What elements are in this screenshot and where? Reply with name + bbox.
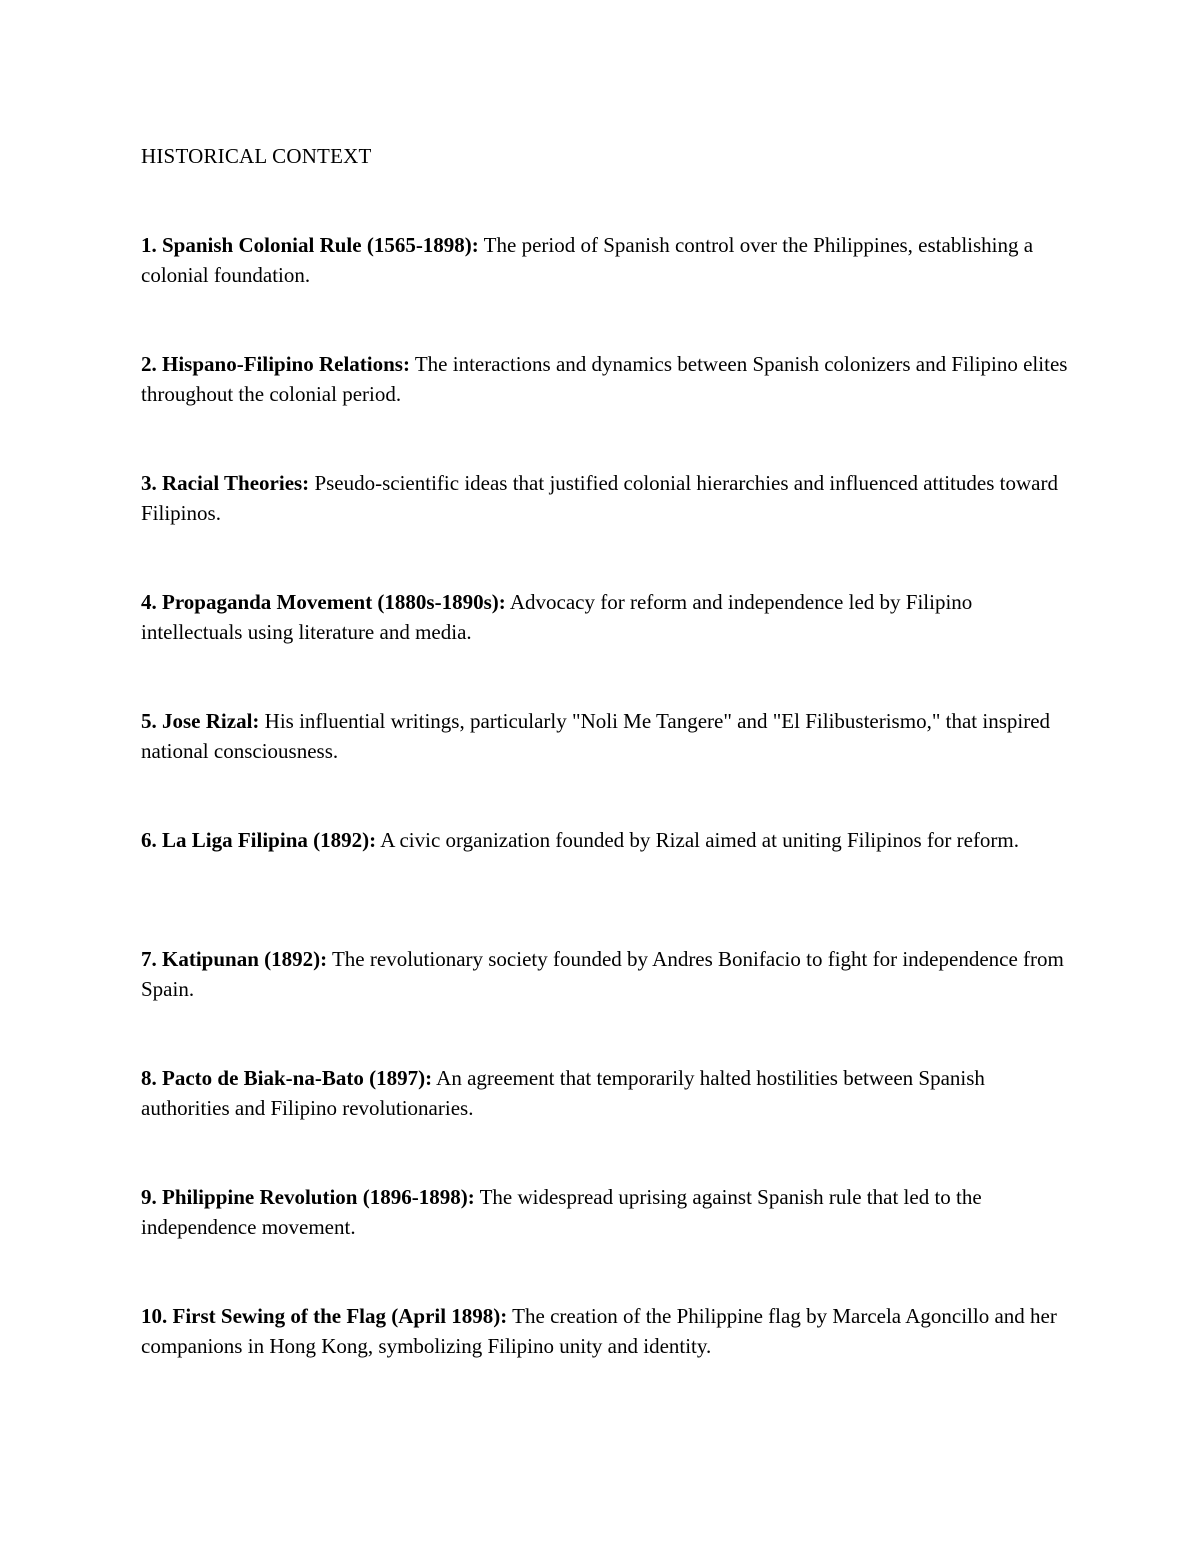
entry-list: [141, 230, 1071, 1420]
entry-term: 6. La Liga Filipina (1892):: [141, 828, 377, 852]
list-item: [141, 944, 1071, 1063]
entry-description: The period of Spanish control over the Philippines, establishing a colonial foundation.: [141, 233, 1034, 287]
entry-description: His influential writings, particularly "Noli Me Tangere" and "El Filibusterismo," that inspired national consciousness.: [141, 709, 1051, 763]
list-item: [141, 1063, 1071, 1182]
entry-description: A civic organization founded by Rizal aimed at uniting Filipinos for reform.: [380, 828, 1020, 852]
entry-description: Pseudo-scientific ideas that justified colonial hierarchies and influenced attitudes toward Filipinos.: [141, 471, 1058, 525]
list-item: [141, 706, 1071, 825]
entry-description: An agreement that temporarily halted hostilities between Spanish authorities and Filipino revolutionaries.: [141, 1066, 985, 1120]
list-item: [141, 230, 1071, 349]
entry-term: 2. Hispano-Filipino Relations:: [141, 352, 410, 376]
entry-term: 1. Spanish Colonial Rule (1565-1898):: [141, 233, 479, 257]
entry-description: The creation of the Philippine flag by Marcela Agoncillo and her companions in Hong Kong, symbolizing Filipino unity and identity.: [141, 1304, 1057, 1358]
entry-term: 10. First Sewing of the Flag (April 1898):: [141, 1304, 508, 1328]
list-item: [141, 1301, 1071, 1420]
entry-term: 3. Racial Theories:: [141, 471, 310, 495]
list-item: [141, 587, 1071, 706]
entry-term: 5. Jose Rizal:: [141, 709, 260, 733]
entry-term: 4. Propaganda Movement (1880s-1890s):: [141, 590, 506, 614]
entry-description: The revolutionary society founded by Andres Bonifacio to fight for independence from Spain.: [141, 947, 1064, 1001]
entry-term: 7. Katipunan (1892):: [141, 947, 328, 971]
list-item: [141, 468, 1071, 587]
entry-description: Advocacy for reform and independence led by Filipino intellectuals using literature and media.: [141, 590, 973, 644]
entry-description: The interactions and dynamics between Spanish colonizers and Filipino elites throughout the colonial period.: [141, 352, 1068, 406]
list-item: [141, 349, 1071, 468]
list-item: [141, 825, 1071, 944]
entry-term: 8. Pacto de Biak-na-Bato (1897):: [141, 1066, 433, 1090]
document-title: HISTORICAL CONTEXT: [141, 144, 372, 168]
list-item: [141, 1182, 1071, 1301]
entry-term: 9. Philippine Revolution (1896-1898):: [141, 1185, 475, 1209]
entry-description: The widespread uprising against Spanish rule that led to the independence movement.: [141, 1185, 982, 1239]
